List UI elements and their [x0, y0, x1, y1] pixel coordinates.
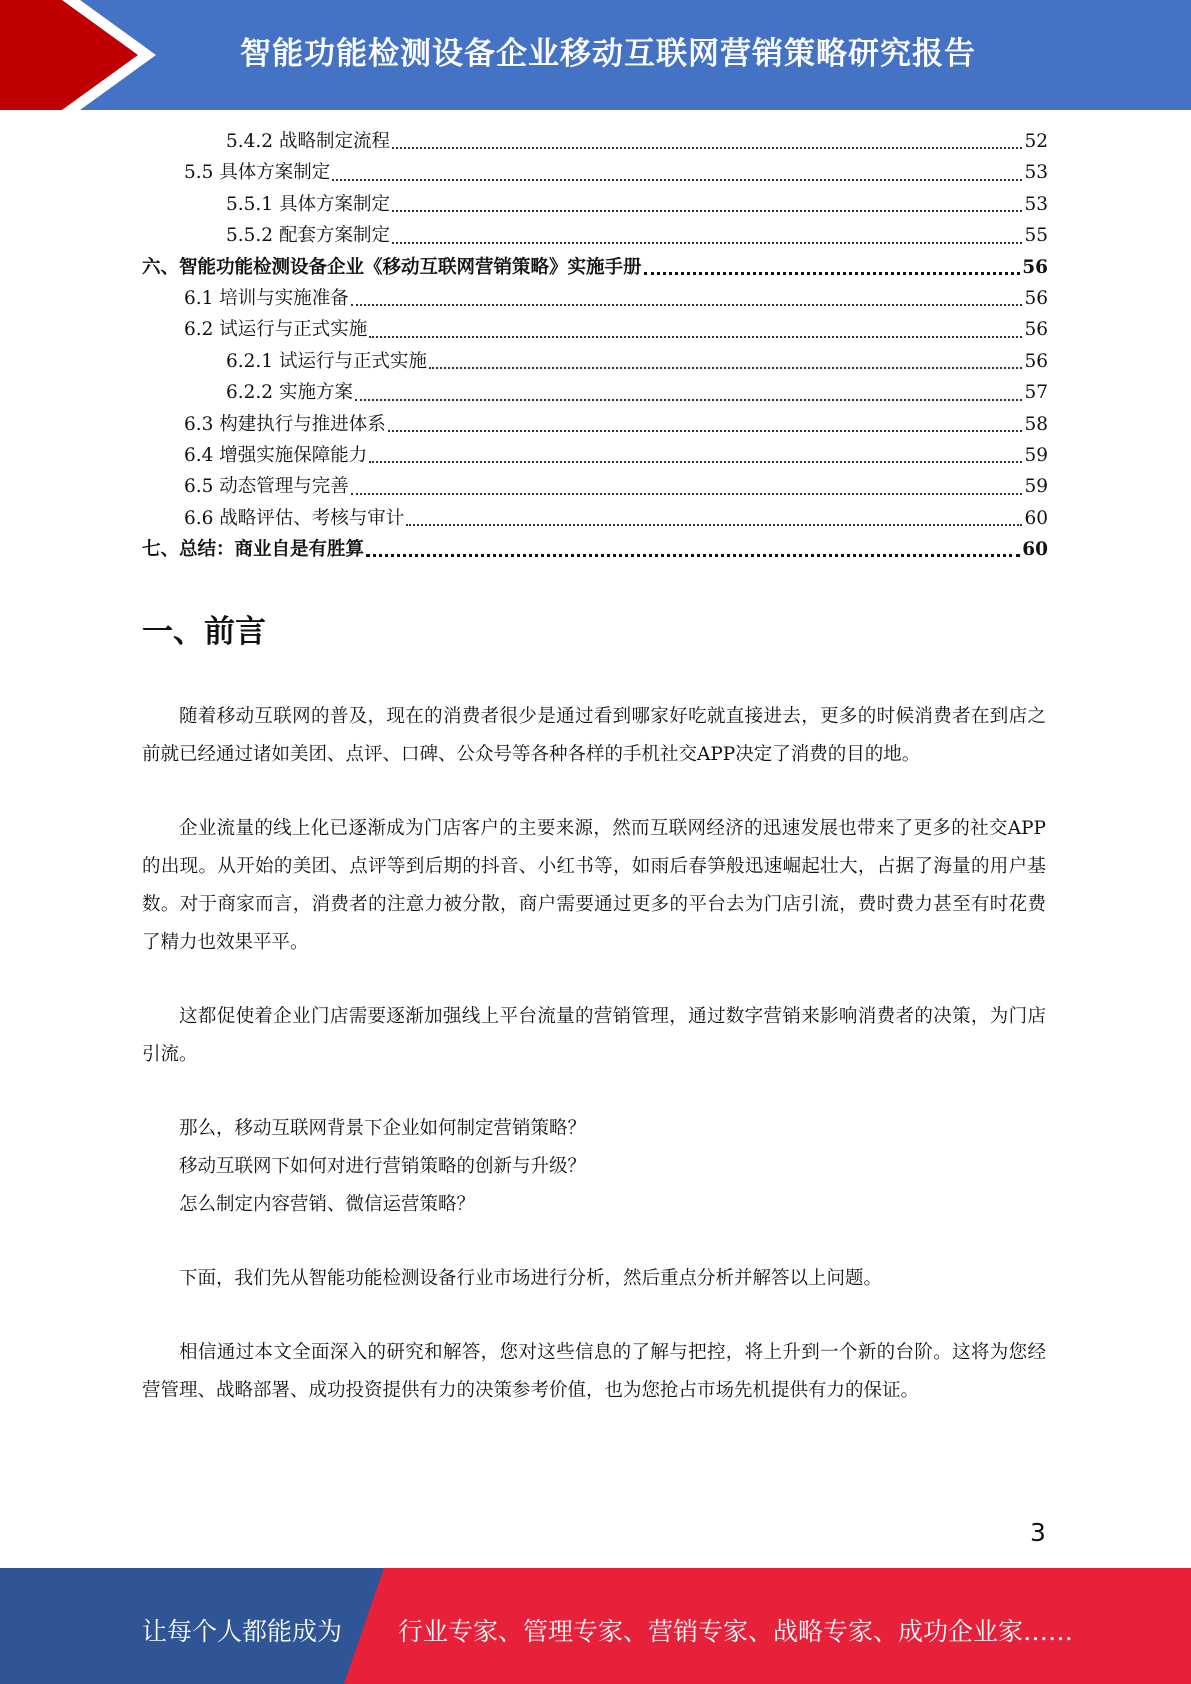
toc-leader-dots	[355, 399, 1023, 401]
question-line: 移动互联网下如何对进行营销策略的创新与升级？	[179, 1156, 587, 1177]
paragraph-spacer	[142, 1074, 1046, 1110]
toc-entry[interactable]	[142, 220, 1048, 251]
body-paragraph: 这都促使着企业门店需要逐渐加强线上平台流量的营销管理，通过数字营销来影响消费者的决策，为门店引流。	[142, 1006, 1046, 1065]
toc-entry-label: 6.4 增强实施保障能力	[184, 444, 368, 466]
toc-entry-label: 6.6 战略评估、考核与审计	[184, 507, 405, 529]
toc-entry-chapter[interactable]	[142, 534, 1048, 565]
body-paragraph: 企业流量的线上化已逐渐成为门店客户的主要来源，然而互联网经济的迅速发展也带来了更多的社交APP的出现。从开始的美团、点评等到后期的抖音、小红书等，如雨后春笋般迅速崛起壮大，占据了海量的用户基数。对于商家而言，消费者的注意力被分散，商户需要通过更多的平台去为门店引流，费时费力甚至有时花费了精力也效果平平。	[142, 818, 1046, 953]
section-heading: 一、前言	[142, 614, 266, 650]
page-number: 3	[1030, 1518, 1046, 1547]
question-line: 怎么制定内容营销、微信运营策略？	[179, 1194, 476, 1215]
toc-entry-page: 56	[1024, 287, 1048, 309]
toc-leader-dots	[392, 210, 1022, 212]
toc-entry-label: 六、智能功能检测设备企业《移动互联网营销策略》实施手册	[142, 256, 642, 278]
toc-entry[interactable]	[142, 471, 1048, 502]
toc-entry-page: 53	[1024, 162, 1048, 184]
toc-leader-dots	[369, 336, 1022, 338]
toc-leader-dots	[392, 242, 1022, 244]
footer-slogan-right: 行业专家、管理专家、营销专家、战略专家、成功企业家……	[398, 1617, 1074, 1646]
paragraph-spacer	[142, 1224, 1046, 1260]
body-paragraph: 下面，我们先从智能功能检测设备行业市场进行分析，然后重点分析并解答以上问题。	[179, 1268, 883, 1289]
toc-leader-dots	[369, 461, 1022, 463]
toc-entry[interactable]	[142, 503, 1048, 534]
toc-entry-label: 6.2 试运行与正式实施	[184, 319, 368, 341]
toc-leader-dots	[406, 524, 1022, 526]
table-of-contents	[142, 126, 1048, 565]
toc-entry-label: 5.5.2 配套方案制定	[226, 225, 390, 247]
body-paragraph: 随着移动互联网的普及，现在的消费者很少是通过看到哪家好吃就直接进去，更多的时候消费者在到店之前就已经通过诸如美团、点评、口碑、公众号等各种各样的手机社交APP决定了消费的目的地。	[142, 706, 1046, 765]
toc-entry[interactable]	[142, 440, 1048, 471]
toc-entry-label: 七、总结：商业自是有胜算	[142, 539, 365, 561]
paragraph-spacer	[142, 962, 1046, 998]
header-title: 智能功能检测设备企业移动互联网营销策略研究报告	[240, 36, 976, 72]
toc-entry-page: 60	[1022, 539, 1048, 561]
toc-leader-dots	[332, 179, 1022, 181]
toc-entry[interactable]	[142, 189, 1048, 220]
paragraph-spacer	[142, 774, 1046, 810]
toc-entry-label: 5.4.2 战略制定流程	[226, 131, 390, 152]
toc-entry-label: 6.5 动态管理与完善	[184, 476, 349, 498]
toc-leader-dots	[429, 367, 1022, 369]
toc-entry-page: 58	[1024, 413, 1048, 435]
paragraph-spacer	[142, 1298, 1046, 1334]
page-header	[0, 0, 1191, 110]
toc-entry-label: 6.1 培训与实施准备	[184, 287, 349, 309]
toc-entry-page: 53	[1024, 193, 1048, 215]
toc-entry[interactable]	[142, 157, 1048, 188]
toc-entry[interactable]	[142, 314, 1048, 345]
toc-entry-page: 52	[1024, 131, 1048, 152]
toc-leader-dots	[388, 430, 1023, 432]
toc-entry[interactable]	[142, 126, 1048, 157]
toc-entry-page: 60	[1024, 507, 1048, 529]
toc-entry-page: 55	[1024, 225, 1048, 247]
toc-leader-dots	[351, 304, 1023, 306]
question-line: 那么，移动互联网背景下企业如何制定营销策略？	[179, 1118, 587, 1139]
section-body	[142, 698, 1046, 1410]
toc-entry-label: 6.2.1 试运行与正式实施	[226, 350, 427, 372]
toc-leader-dots	[644, 272, 1021, 275]
toc-entry-label: 6.2.2 实施方案	[226, 382, 353, 404]
toc-leader-dots	[351, 493, 1023, 495]
toc-entry-page: 56	[1022, 256, 1048, 278]
toc-entry[interactable]	[142, 377, 1048, 408]
body-paragraph: 相信通过本文全面深入的研究和解答，您对这些信息的了解与把控，将上升到一个新的台阶。这将为您经营管理、战略部署、成功投资提供有力的决策参考价值，也为您抢占市场先机提供有力的保证。	[142, 1342, 1046, 1401]
toc-entry-label: 6.3 构建执行与推进体系	[184, 413, 386, 435]
footer-slogan-left: 让每个人都能成为	[142, 1617, 343, 1646]
toc-entry[interactable]	[142, 409, 1048, 440]
toc-entry-chapter[interactable]	[142, 252, 1048, 283]
toc-entry-label: 5.5.1 具体方案制定	[226, 193, 390, 215]
toc-entry[interactable]	[142, 283, 1048, 314]
toc-entry-label: 5.5 具体方案制定	[184, 162, 331, 184]
toc-entry-page: 57	[1024, 382, 1048, 404]
toc-leader-dots	[366, 554, 1020, 557]
toc-entry-page: 56	[1024, 350, 1048, 372]
toc-entry-page: 56	[1024, 319, 1048, 341]
toc-entry-page: 59	[1024, 444, 1048, 466]
toc-entry[interactable]	[142, 346, 1048, 377]
page-footer	[0, 1568, 1191, 1684]
toc-entry-page: 59	[1024, 476, 1048, 498]
toc-leader-dots	[392, 147, 1022, 149]
